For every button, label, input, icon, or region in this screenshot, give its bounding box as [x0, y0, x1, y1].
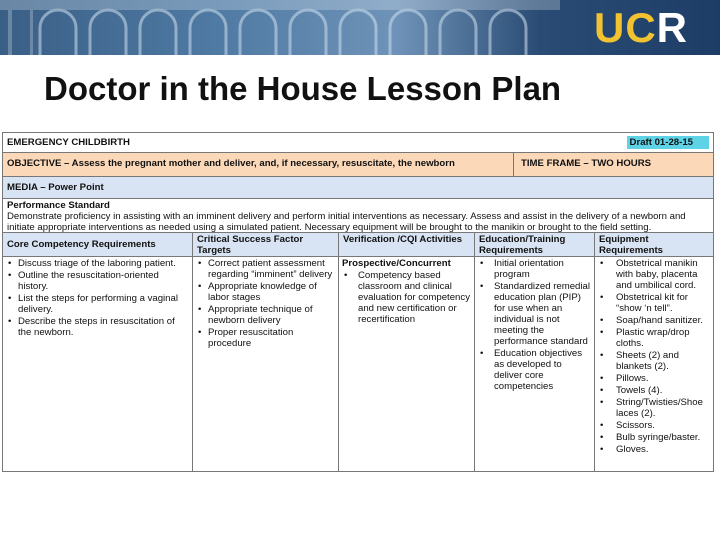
list-item: • Proper resuscitation procedure [196, 327, 335, 349]
core-competency-list [3, 258, 192, 339]
list-item: • Obstetrical manikin with baby, placenta and umbilical cord. [598, 258, 710, 291]
column-header: Critical Success Factor Targets [193, 233, 338, 257]
column-header: Core Competency Requirements [3, 233, 192, 257]
list-item: • Scissors. [598, 420, 710, 431]
section-row [3, 133, 713, 153]
column-header: Education/Training Requirements [475, 233, 594, 257]
list-item: • Appropriate knowledge of labor stages [196, 281, 335, 303]
list-item: • Appropriate technique of newborn delivery [196, 304, 335, 326]
media-text: MEDIA – Power Point [7, 182, 104, 193]
verification-body [339, 258, 474, 326]
draft-badge: Draft 01-28-15 [627, 136, 709, 149]
list-item: • List the steps for performing a vaginal delivery. [6, 293, 189, 315]
list-item: • Competency based classroom and clinical evaluation for competency and new certification or recertification [342, 270, 471, 325]
performance-heading: Performance Standard [7, 200, 110, 211]
slide-title: Doctor in the House Lesson Plan [44, 70, 562, 107]
performance-text: Demonstrate proficiency in assisting with an imminent delivery and perform initial interventions as necessary. Assess and assist in the delivery of a newborn and initiate appropriate interventions as needed using a simulated patient. Necessary equipment will be brought to the manikin or brought to the field setting. [7, 211, 686, 233]
critical-success-list [193, 258, 338, 350]
column-header: Verification /CQI Activities [339, 233, 474, 257]
critical-success-column [193, 233, 339, 471]
lesson-plan-table [2, 132, 714, 472]
verification-subheader: Prospective/Concurrent [342, 258, 451, 269]
column-header: Equipment Requirements [595, 233, 713, 257]
equipment-list [595, 258, 713, 456]
list-item: • Standardized remedial education plan (PIP) for use when an individual is not meeting the performance standard [478, 281, 591, 347]
divider [513, 153, 514, 177]
list-item: • String/Twisties/Shoe laces (2). [598, 397, 710, 419]
building-arches-image [0, 0, 560, 55]
education-list [475, 258, 594, 393]
list-item: • Plastic wrap/drop cloths. [598, 327, 710, 349]
header-banner [0, 0, 720, 55]
list-item: • Correct patient assessment regarding “imminent” delivery [196, 258, 335, 280]
list-item: • Soap/hand sanitizer. [598, 315, 710, 326]
objective-text: OBJECTIVE – Assess the pregnant mother and deliver, and, if necessary, resuscitate, the newborn [7, 158, 455, 169]
verification-column [339, 233, 475, 471]
requirements-grid [3, 233, 713, 471]
objective-row [3, 153, 713, 177]
list-item: • Obstetrical kit for “show ‘n tell”. [598, 292, 710, 314]
media-row [3, 177, 713, 199]
list-item: • Outline the resuscitation-oriented history. [6, 270, 189, 292]
list-item: • Bulb syringe/baster. [598, 432, 710, 443]
core-competency-column [3, 233, 193, 471]
list-item: • Sheets (2) and blankets (2). [598, 350, 710, 372]
time-frame-text: TIME FRAME – TWO HOURS [521, 158, 652, 169]
list-item: • Describe the steps in resuscitation of the newborn. [6, 316, 189, 338]
list-item: • Discuss triage of the laboring patient. [6, 258, 189, 269]
list-item: • Towels (4). [598, 385, 710, 396]
section-title: EMERGENCY CHILDBIRTH [7, 137, 130, 148]
list-item: • Initial orientation program [478, 258, 591, 280]
performance-row [3, 199, 713, 233]
verification-list [342, 270, 471, 325]
equipment-column [595, 233, 713, 471]
list-item: • Pillows. [598, 373, 710, 384]
education-column [475, 233, 595, 471]
ucr-logo: UCR [593, 4, 688, 51]
list-item: • Education objectives as developed to deliver core competencies [478, 348, 591, 392]
list-item: • Gloves. [598, 444, 710, 455]
